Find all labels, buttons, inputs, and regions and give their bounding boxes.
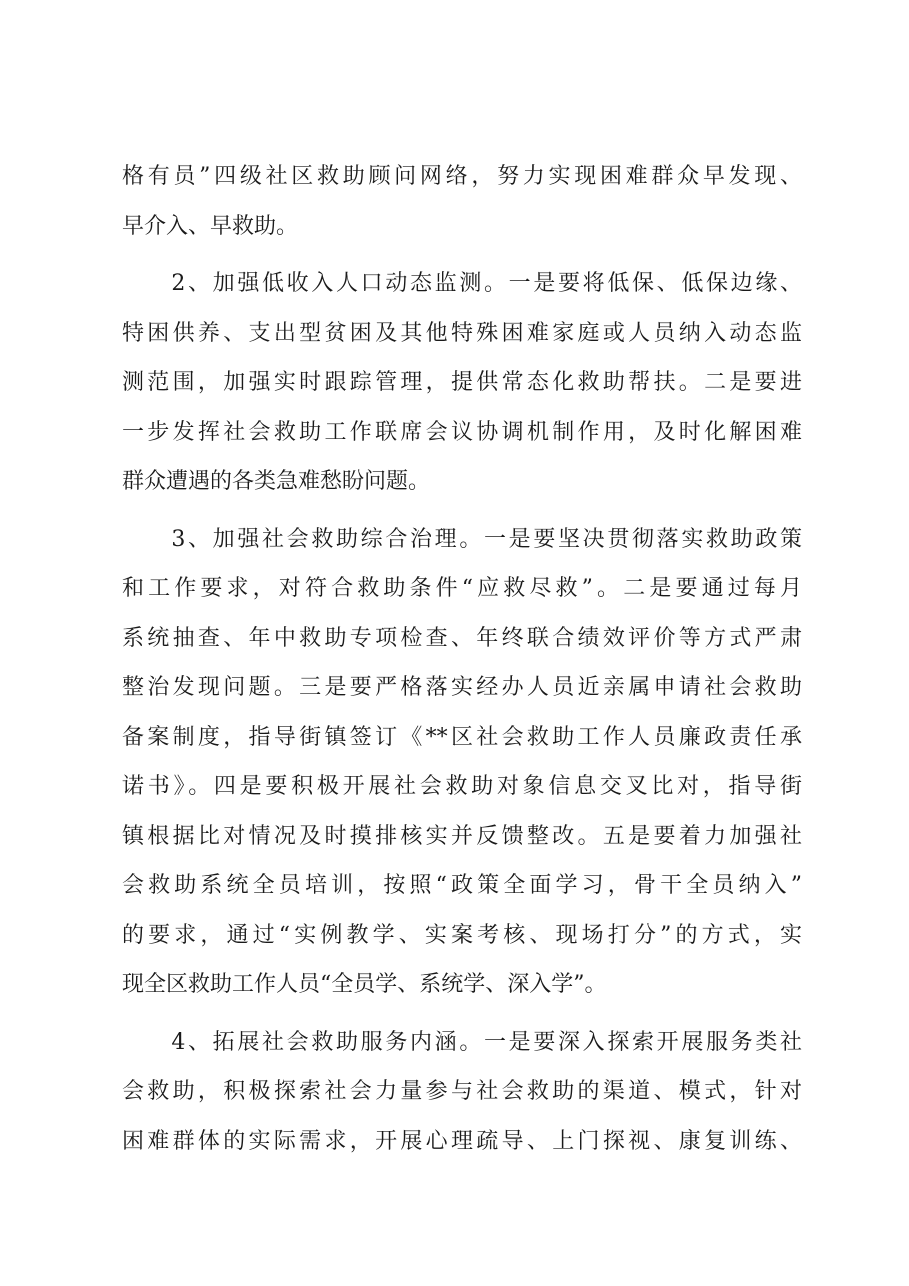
paragraph-2 [122, 515, 802, 1010]
text-line: 4、拓展社会救助服务内涵。一是要深入探索开展服务类社 [122, 1029, 802, 1055]
text-line: 早介入、早救助。 [122, 213, 299, 239]
text-line: 整治发现问题。三是要严格落实经办人员近亲属申请社会救助 [122, 675, 802, 700]
paragraph-1 [122, 259, 802, 507]
text-line: 会救助，积极探索社会力量参与社会救助的渠道、模式，针对 [122, 1079, 802, 1104]
text-line: 诺书》。四是要积极开展社会救助对象信息交叉比对，指导街 [122, 774, 802, 799]
text-line: 的要求，通过“实例教学、实案考核、现场打分”的方式，实 [122, 922, 802, 948]
text-line: 镇根据比对情况及时摸排核实并反馈整改。五是要着力加强社 [122, 823, 802, 849]
text-line: 测范围，加强实时跟踪管理，提供常态化救助帮扶。二是要进 [122, 370, 802, 395]
text-line: 和工作要求，对符合救助条件“应救尽救”。二是要通过每月 [122, 576, 802, 601]
paragraph-3 [122, 1018, 802, 1167]
paragraph-gap [122, 251, 802, 259]
text-line: 系统抽查、年中救助专项检查、年终联合绩效评价等方式严肃 [122, 625, 802, 651]
document-body [122, 152, 802, 1166]
paragraph-0 [122, 152, 802, 251]
paragraph-gap [122, 1010, 802, 1018]
paragraph-gap [122, 507, 802, 515]
text-line: 格有员”四级社区救助顾问网络，努力实现困难群众早发现、 [122, 164, 802, 189]
text-line: 群众遭遇的各类急难愁盼问题。 [122, 469, 431, 494]
text-line: 困难群体的实际需求，开展心理疏导、上门探视、康复训练、 [122, 1128, 802, 1154]
text-line: 备案制度，指导街镇签订《**区社会救助工作人员廉政责任承 [122, 724, 802, 750]
text-line: 2、加强低收入人口动态监测。一是要将低保、低保边缘、 [122, 271, 802, 296]
text-line: 现全区救助工作人员“全员学、系统学、深入学”。 [122, 972, 607, 997]
text-line: 3、加强社会救助综合治理。一是要坚决贯彻落实救助政策 [122, 526, 802, 552]
text-line: 特困供养、支出型贫困及其他特殊困难家庭或人员纳入动态监 [122, 320, 802, 346]
text-line: 会救助系统全员培训，按照“政策全面学习，骨干全员纳入” [122, 873, 802, 898]
text-line: 一步发挥社会救助工作联席会议协调机制作用，及时化解困难 [122, 419, 802, 445]
